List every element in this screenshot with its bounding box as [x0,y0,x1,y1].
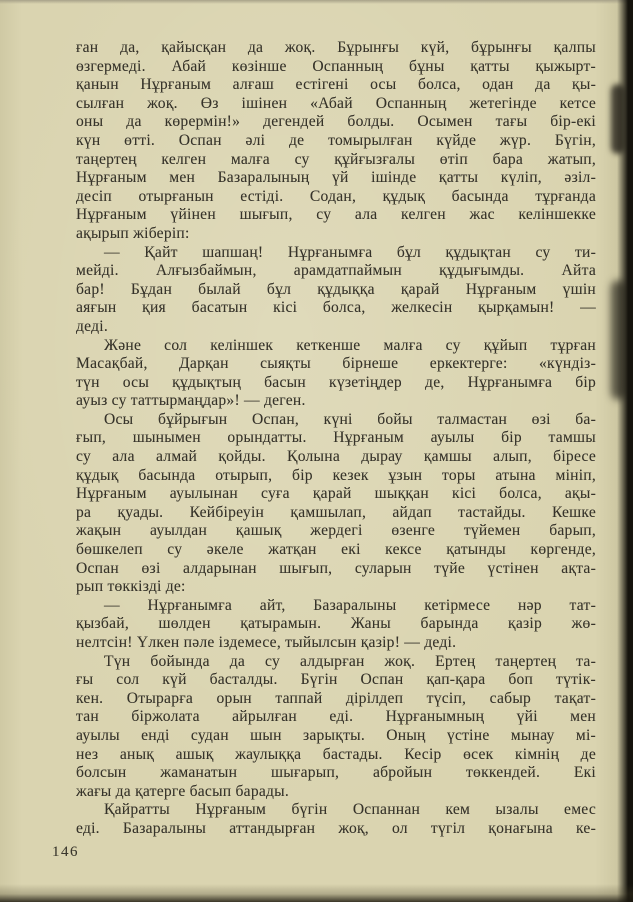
text-line: су ала алмай қойды. Қолына дырау қамшы алып, біресе [76,448,596,466]
text-line: — Нұрғанымға айт, Базаралыны кетірмесе нәр тат- [104,596,596,614]
text-line: Түн бойында да су алдырған жоқ. Ертең таңертең та- [104,652,596,670]
page-edge-right [617,0,633,902]
text-line: жақын ауылдан қашық жердегі өзенге түйемен барып, [76,522,596,540]
text-line: ауылы енді судан шын зарықты. Оның үстіне мынау мі- [76,726,596,744]
text-line: Нұрғаным мен Базаралының үй ішінде қатты күліп, әзіл- [76,169,596,187]
text-line: қанын Нұрғаным алғаш естігені осы болса, одан да қы- [76,76,596,94]
text-line: кен. Отырарға орын таппай дірілдеп түсіп, сабыр тақат- [76,689,596,707]
text-line: десіп отырғанын естіді. Содан, құдық басында тұрғанда [76,187,596,205]
text-line: тан біржолата айрылған еді. Нұрғанымның үйі мен [76,708,596,726]
text-line: ған да, қайысқан да жоқ. Бұрынғы күй, бұрынғы қалпы [76,39,596,56]
text-line: таңертең келген малға су құйғызғалы өтіп бара жатып, [76,150,596,168]
text-line: Осы бұйрығын Оспан, күні бойы талмастан өзі ба- [104,410,596,428]
text-line: нелтсін! Үлкен пәле іздемесе, тыйылсын қазір! — деді. [76,634,457,651]
text-line: болсын жаманатын шығарып, абройын төккендей. Екі [76,764,596,782]
text-line: еді. Базаралыны аттандырған жоқ, ол түгіл қонағына ке- [76,819,596,837]
text-line: Оспан өзі алдарынан шығып, суларын түйе үстінен ақта- [76,559,596,577]
page-edge-top [0,0,633,4]
text-line: оны да көрермін!» дегендей болды. Осымен тағы бір-екі [76,113,596,131]
paragraph [76,411,596,597]
text-line: Нұрғаным ауылынан суға қарай шыққан кісі болса, ақы- [76,485,596,503]
text-line: деді. [76,317,108,335]
text-line: Нұрғаным үйінен шығып, су ала келген жас келіншекке [76,206,596,224]
text-line: Масақбай, Дарқан сыяқты бірнеше еркектерге: «күндіз- [76,355,596,373]
paragraph [76,653,596,802]
paragraph [76,39,596,244]
text-line: өзгермеді. Абай көзінше Оспанның бұны қатты қыжырт- [76,57,596,75]
text-line: ғы сол күй басталды. Бүгін Оспан қап-қара боп түтік- [76,671,596,689]
text-line: ақырып жіберіп: [76,224,190,242]
paragraph [76,337,596,411]
text-line: — Қайт шапшаң! Нұрғанымға бұл құдықтан су ти- [104,243,596,261]
text-line: Және сол келіншек кеткенше малға су құйып тұрған [104,336,596,354]
text-line: аяғын қия басатын кісі болса, желкесін қырқамын! — [76,299,596,317]
text-line: мейді. Алғызбаймын, арамдатпаймын құдығымды. Айта [76,262,596,280]
page-edge-bottom [0,884,633,902]
text-line: ра қуады. Кейбіреуін қамшылап, айдап тастайды. Кешке [76,503,596,521]
text-line: қызбай, шөлден қатырамын. Жаны барында қазір жө- [76,615,596,633]
text-line: рып төккізді де: [76,578,186,596]
page-number: 146 [52,844,79,860]
text-line: сылған жоқ. Өз ішінен «Абай Оспанның жетегінде кетсе [76,94,596,112]
text-line: нез анық ашық жаулыққа бастады. Кесір өсек кімнің де [76,745,596,763]
text-line: ауыз су таттырмаңдар»! — деген. [76,392,306,410]
text-line: күн өтті. Оспан әлі де томырылған күйде жүр. Бүгін, [76,131,596,149]
text-line: түн осы құдықтың басын күзетіңдер де, Нұрғанымға бір [76,373,596,391]
paragraph [76,801,596,838]
text-block [76,39,596,839]
text-line: ғып, шынымен орындатты. Нұрғаным ауылы бір тамшы [76,429,596,447]
text-line: құдық басында отырып, бір кезек ұзын торы атына мініп, [76,466,596,484]
paragraph [76,244,596,337]
text-line: бөшкелеп су әкеле жатқан екі кексе қатынды көргенде, [76,541,596,559]
text-line: жағы да қатерге басып барады. [76,782,290,800]
paragraph [76,597,596,653]
text-line: Қайратты Нұрғаным бүгін Оспаннан кем ызалы емес [104,801,596,819]
text-line: бар! Бұдан былай бұл құдыққа қарай Нұрғаным үшін [76,280,596,298]
